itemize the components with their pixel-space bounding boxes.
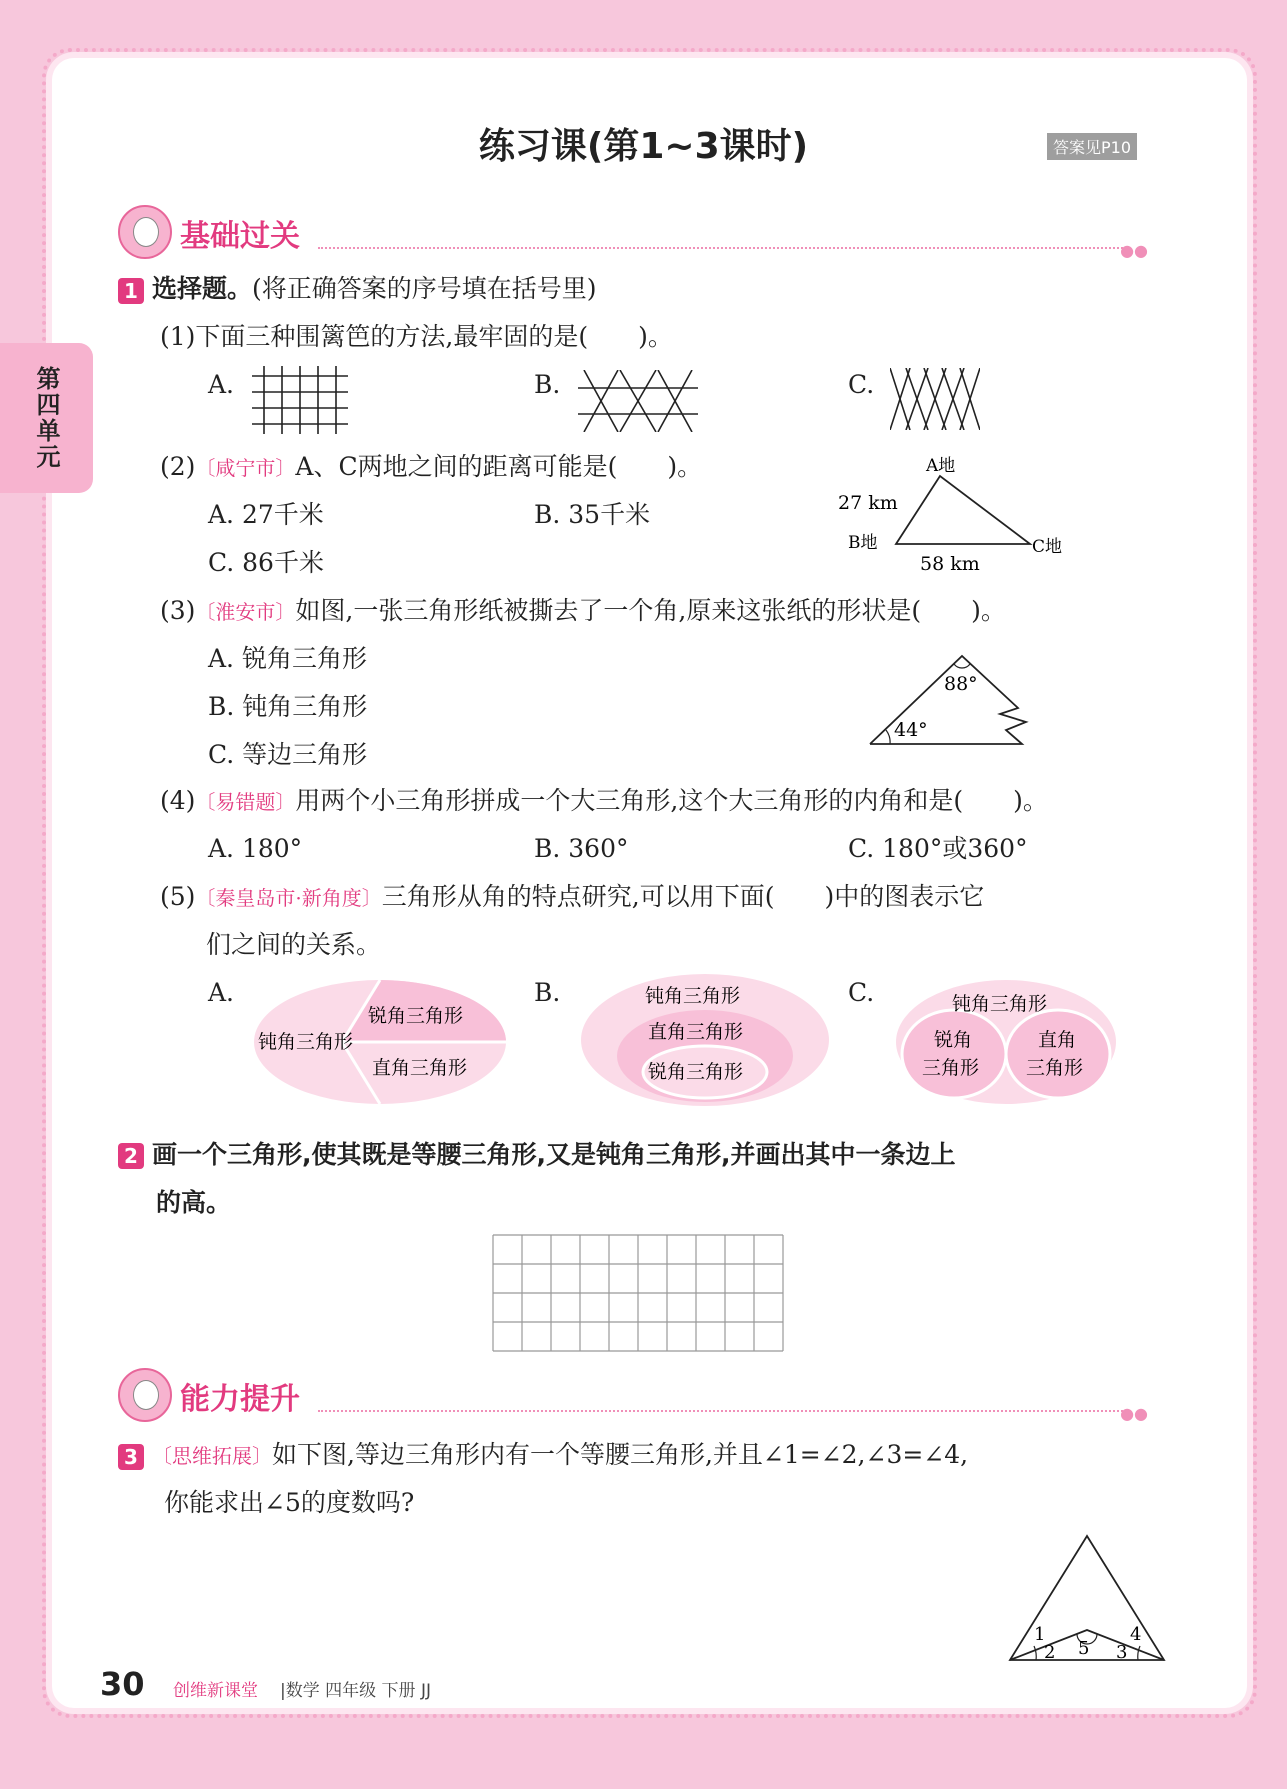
option-a-label: A. — [208, 370, 235, 399]
sub-text: 三角形从角的特点研究,可以用下面( )中的图表示它 — [381, 882, 985, 911]
obtuse-label: 钝角三角形 — [258, 1031, 354, 1053]
sub-text: A、C两地之间的距离可能是( )。 — [295, 452, 703, 481]
section-header-advanced — [118, 1368, 1148, 1423]
page-number: 30 — [100, 1665, 145, 1703]
q1-sub5 — [160, 882, 984, 913]
option-b-label: B. — [534, 370, 561, 399]
question-number-badge: 1 — [118, 278, 144, 304]
sub-text: 用两个小三角形拼成一个大三角形,这个大三角形的内角和是( )。 — [295, 786, 1048, 815]
sub-prefix: (4) — [160, 786, 196, 815]
point-a-label: A地 — [926, 456, 956, 476]
source-tag: 〔咸宁市〕 — [195, 456, 296, 480]
option-c: C. 等边三角形 — [208, 740, 368, 769]
mascot-icon — [118, 205, 172, 259]
dots-decoration-icon: ●● — [1120, 241, 1148, 260]
angle-4-label: 4 — [1130, 1624, 1142, 1645]
question-title: 选择题。 — [152, 274, 253, 303]
q1-sub1-text: (1)下面三种围篱笆的方法,最牢固的是( )。 — [160, 322, 673, 351]
right-line1: 直角 — [1038, 1029, 1077, 1051]
question-number-badge: 3 — [118, 1444, 144, 1470]
angle-88-label: 88° — [944, 673, 978, 695]
dots-decoration-icon: ●● — [1120, 1404, 1148, 1423]
venn-figure-b — [580, 972, 830, 1108]
right-line2: 三角形 — [1026, 1057, 1084, 1079]
venn-figure-a — [252, 978, 508, 1106]
side-bc-label: 58 km — [920, 553, 980, 575]
option-b: B. 360° — [534, 834, 629, 863]
source-tag: 〔易错题〕 — [195, 790, 296, 814]
question-text: 如下图,等边三角形内有一个等腰三角形,并且∠1=∠2,∠3=∠4, — [272, 1440, 969, 1469]
angle-5-label: 5 — [1078, 1638, 1090, 1659]
q1-sub4 — [160, 786, 1048, 817]
section-header-basic — [118, 205, 1148, 260]
question-3-text-cont: 你能求出∠5的度数吗? — [164, 1488, 415, 1517]
q1-sub5-text-cont: 们之间的关系。 — [206, 930, 382, 959]
q1-sub3 — [160, 596, 1006, 627]
drawing-grid[interactable] — [492, 1234, 784, 1352]
question-text: 画一个三角形,使其既是等腰三角形,又是钝角三角形,并画出其中一条边上 — [152, 1140, 956, 1169]
option-a: A. 180° — [208, 834, 303, 863]
acute-line1: 锐角 — [934, 1029, 973, 1051]
question-1-heading — [118, 274, 597, 304]
dotted-divider — [318, 1410, 1126, 1412]
venn-figure-c — [894, 976, 1118, 1106]
torn-triangle-figure — [866, 652, 1036, 748]
option-c: C. 180°或360° — [848, 834, 1028, 863]
mascot-icon — [118, 1368, 172, 1422]
option-a: A. 锐角三角形 — [208, 644, 367, 673]
sub-prefix: (5) — [160, 882, 196, 911]
option-b-label: B. — [534, 978, 561, 1007]
outer-label: 钝角三角形 — [952, 993, 1048, 1015]
right-label: 直角三角形 — [372, 1057, 468, 1079]
fence-lattice-figure — [890, 368, 980, 430]
question-instruction: (将正确答案的序号填在括号里) — [252, 274, 597, 303]
angle-3-label: 3 — [1116, 1642, 1128, 1663]
nested-triangle-figure — [1006, 1530, 1168, 1664]
option-b: B. 钝角三角形 — [208, 692, 368, 721]
option-b: B. 35千米 — [534, 500, 651, 529]
inner-label: 锐角三角形 — [648, 1061, 744, 1083]
point-b-label: B地 — [848, 533, 878, 553]
point-c-label: C地 — [1032, 537, 1063, 557]
fence-triangle-figure — [578, 370, 698, 432]
angle-2-label: 2 — [1044, 1642, 1056, 1663]
section-title: 基础过关 — [180, 219, 300, 254]
question-2-text-cont: 的高。 — [156, 1188, 232, 1217]
source-tag: 〔思维拓展〕 — [152, 1444, 272, 1468]
option-c-label: C. — [848, 978, 875, 1007]
answer-reference: 答案见P10 — [1047, 133, 1137, 160]
unit-label: 第四单元 — [32, 366, 60, 470]
angle-1-label: 1 — [1034, 1624, 1046, 1645]
unit-side-tab — [0, 343, 93, 493]
outer-label: 钝角三角形 — [645, 985, 741, 1007]
source-tag: 〔淮安市〕 — [195, 600, 296, 624]
sub-prefix: (2) — [160, 452, 196, 481]
angle-44-label: 44° — [894, 719, 928, 741]
fence-grid-figure — [252, 366, 348, 434]
side-ab-label: 27 km — [838, 492, 898, 514]
sub-text: 如图,一张三角形纸被撕去了一个角,原来这张纸的形状是( )。 — [295, 596, 1006, 625]
section-title: 能力提升 — [180, 1382, 300, 1417]
q1-sub2 — [160, 452, 702, 483]
brand-name: 创维新课堂 — [173, 1681, 258, 1701]
question-number-badge: 2 — [118, 1143, 144, 1169]
question-3 — [118, 1440, 968, 1471]
option-a-label: A. — [208, 978, 235, 1007]
source-tag: 〔秦皇岛市·新角度〕 — [195, 886, 382, 910]
option-a: A. 27千米 — [208, 500, 324, 529]
option-c: C. 86千米 — [208, 548, 324, 577]
distance-triangle-figure — [830, 452, 1080, 582]
option-c-label: C. — [848, 370, 875, 399]
question-2 — [118, 1140, 956, 1170]
middle-label: 直角三角形 — [648, 1021, 744, 1043]
acute-label: 锐角三角形 — [368, 1005, 464, 1027]
dotted-divider — [318, 247, 1126, 249]
sub-prefix: (3) — [160, 596, 196, 625]
acute-line2: 三角形 — [922, 1057, 980, 1079]
book-info: |数学 四年级 下册 JJ — [280, 1681, 431, 1701]
page-title: 练习课(第1~3课时) — [478, 126, 809, 167]
